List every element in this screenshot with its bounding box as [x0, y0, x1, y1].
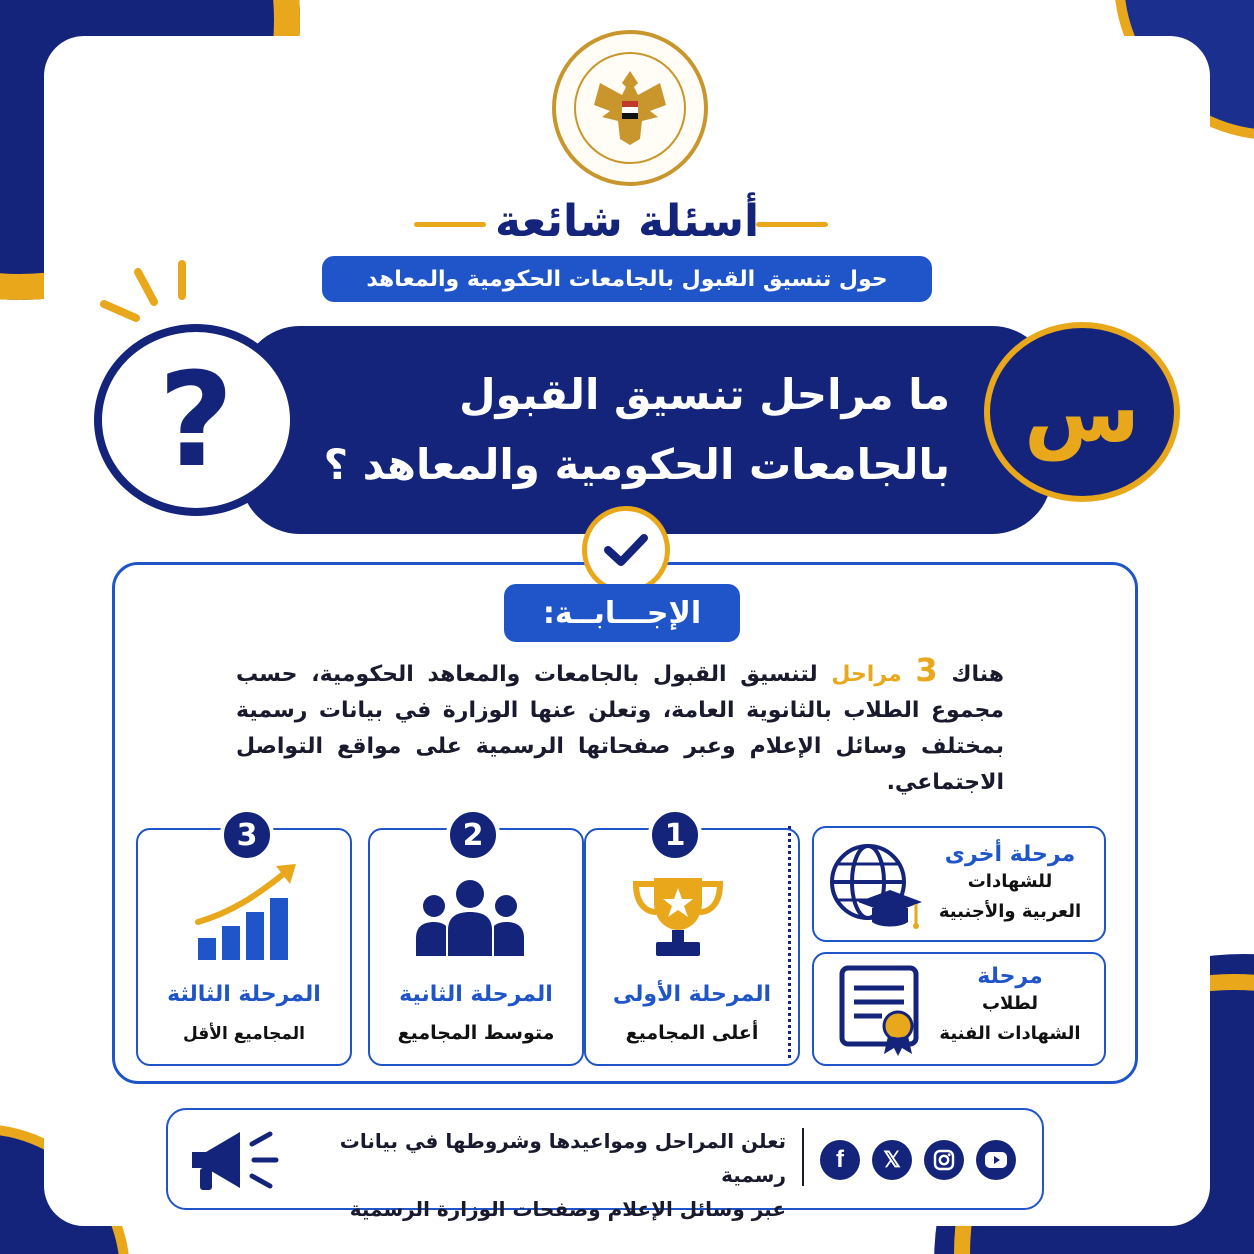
stage-title-1: المرحلة الأولى	[612, 982, 772, 1007]
answer-label: الإجـــابــة:	[504, 584, 740, 642]
instagram-icon[interactable]	[924, 1140, 964, 1180]
answer-highlight: مراحل	[831, 662, 902, 687]
stage-number-3: 3	[220, 808, 274, 862]
stage-subtitle-3: المجاميع الأقل	[182, 1024, 306, 1044]
side-card-technical-title: مرحلة	[977, 964, 1043, 989]
answer-intro: هناك	[951, 662, 1004, 687]
megaphone-icon	[186, 1122, 282, 1198]
facebook-icon[interactable]: f	[820, 1140, 860, 1180]
stage-subtitle-1: أعلى المجاميع	[625, 1022, 759, 1044]
side-card-foreign-title: مرحلة أخرى	[944, 842, 1076, 867]
question-line-2: بالجامعات الحكومية والمعاهد ؟	[323, 440, 950, 489]
side-card-foreign-line1: للشهادات	[967, 871, 1053, 892]
answer-rest: لتنسيق القبول بالجامعات والمعاهد الحكومية، حسب مجموع الطلاب بالثانوية العامة، وتعلن عنها الوزارة في بيانات رسمية بمختلف وسائل الإعلام وعبر صفحاتها الرسمية على مواقع التواصل الاجتماعي.	[236, 662, 1004, 795]
page-title: أسئلة شائعة	[494, 196, 760, 247]
growth-chart-icon	[192, 860, 302, 964]
answer-number: 3	[915, 651, 938, 689]
group-icon	[414, 876, 526, 960]
side-card-foreign-text	[928, 842, 1092, 927]
stages-divider	[788, 826, 791, 1058]
stage-title-3: المرحلة الثالثة	[167, 982, 321, 1007]
side-card-technical-line1: لطلاب	[981, 993, 1039, 1014]
x-icon[interactable]: 𝕏	[872, 1140, 912, 1180]
stage-subtitle-2: متوسط المجاميع	[397, 1022, 555, 1044]
checkmark-icon	[582, 506, 670, 594]
eagle-emblem-icon	[574, 52, 686, 164]
ministry-logo	[552, 30, 708, 186]
globe-graduation-icon	[828, 842, 924, 932]
page-subtitle: حول تنسيق القبول بالجامعات الحكومية والمعاهد	[322, 256, 932, 302]
footer-divider	[802, 1128, 804, 1186]
trophy-icon	[628, 872, 728, 962]
stage-number-2: 2	[446, 808, 500, 862]
certificate-icon	[838, 964, 924, 1056]
stage-number-1: 1	[648, 808, 702, 862]
question-letter: س	[1024, 363, 1140, 461]
side-card-technical-line2: الشهادات الفنية	[939, 1023, 1081, 1044]
footer-line-2: عبر وسائل الإعلام وصفحات الوزارة الرسمية	[349, 1197, 786, 1221]
question-mark-icon: ?	[158, 344, 234, 496]
question-text	[250, 360, 950, 500]
side-card-foreign-line2: العربية والأجنبية	[938, 901, 1082, 922]
attention-rays-icon	[96, 258, 206, 328]
answer-paragraph	[236, 652, 1004, 801]
footer-line-1: تعلن المراحل ومواعيدها وشروطها في بيانات رسمية	[339, 1129, 786, 1187]
youtube-icon[interactable]	[976, 1140, 1016, 1180]
question-line-1: ما مراحل تنسيق القبول	[459, 370, 950, 419]
side-card-technical-text	[928, 964, 1092, 1049]
question-letter-bubble	[984, 322, 1180, 502]
footer-text	[292, 1124, 786, 1226]
stage-title-2: المرحلة الثانية	[399, 982, 553, 1007]
